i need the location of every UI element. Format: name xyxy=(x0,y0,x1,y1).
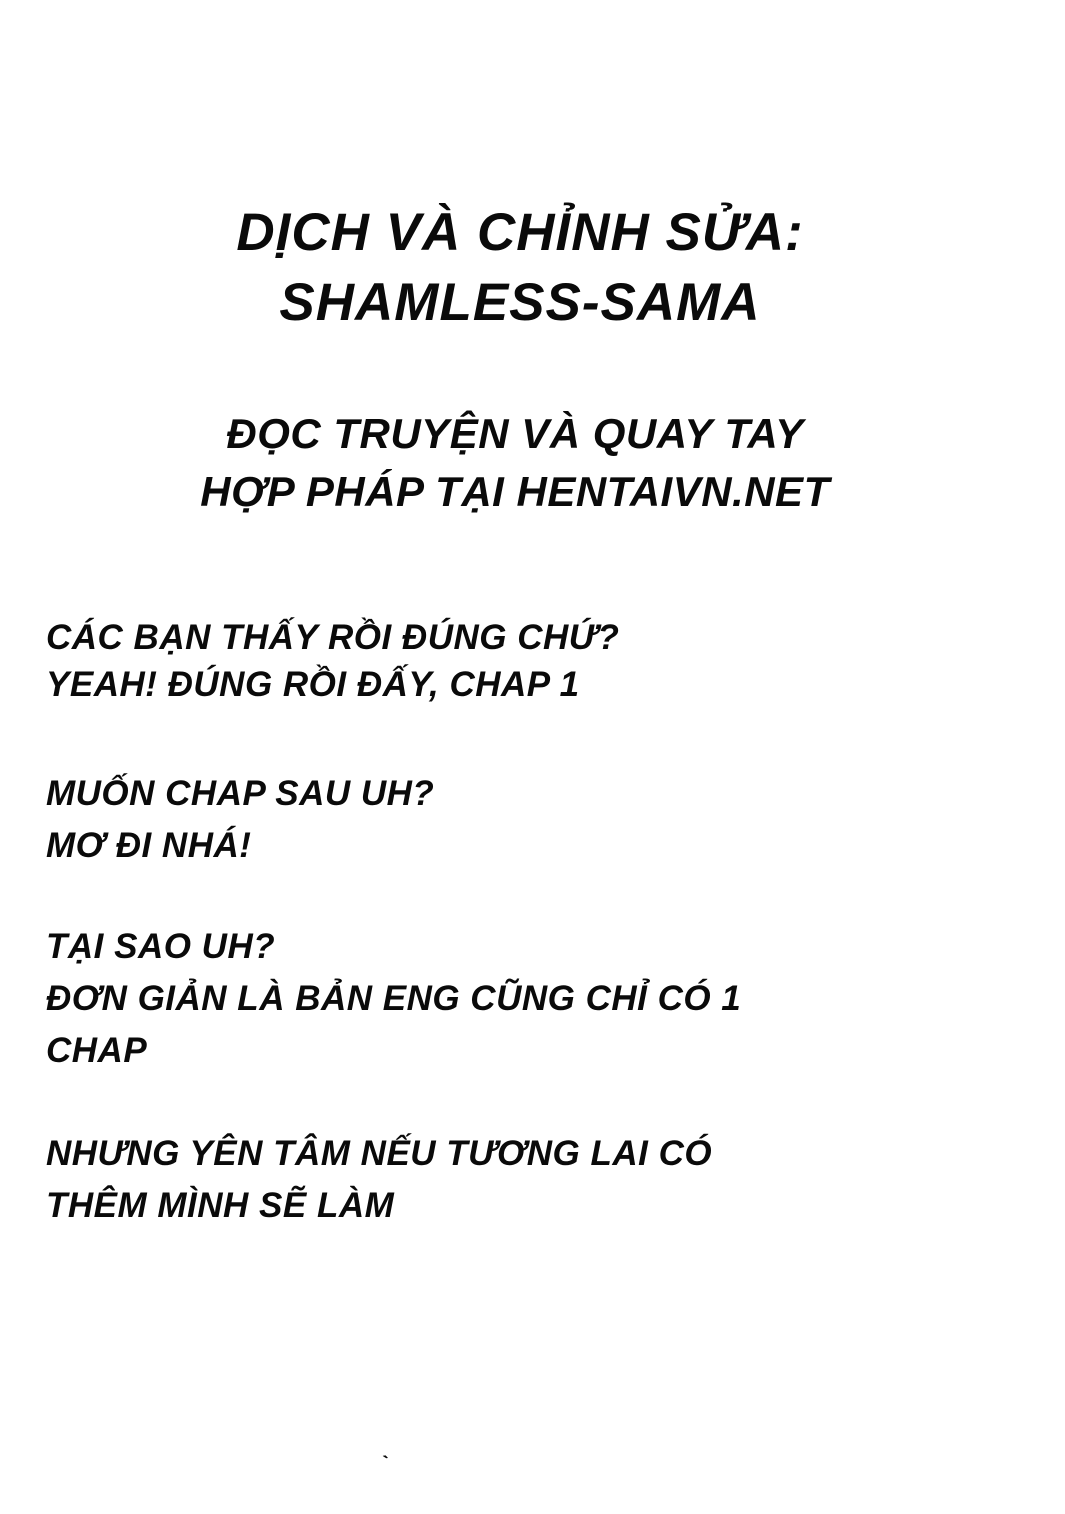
note-line: YEAH! ĐÚNG RỒI ĐẤY, CHAP 1 xyxy=(46,665,580,704)
note-line: CÁC BẠN THẤY RỒI ĐÚNG CHỨ? xyxy=(46,618,620,657)
note-line: CHAP xyxy=(46,1031,148,1070)
note-paragraph-1 xyxy=(46,614,619,708)
note-paragraph-4 xyxy=(46,1128,712,1232)
note-line: TẠI SAO UH? xyxy=(46,927,276,966)
note-paragraph-3 xyxy=(46,921,741,1077)
note-line: MUỐN CHAP SAU UH? xyxy=(46,774,435,813)
note-line: MƠ ĐI NHÁ! xyxy=(46,826,252,865)
note-line: THÊM MÌNH SẼ LÀM xyxy=(46,1186,395,1225)
note-line: ĐƠN GIẢN LÀ BẢN ENG CŨNG CHỈ CÓ 1 xyxy=(46,979,742,1018)
credit-translator-name: SHAMLESS-SAMA xyxy=(279,273,761,332)
promo-block xyxy=(0,405,1030,521)
credit-block xyxy=(0,198,1040,338)
stray-pen-mark: ˎ xyxy=(379,1433,390,1460)
promo-line-1: ĐỌC TRUYỆN VÀ QUAY TAY xyxy=(226,410,804,457)
note-line: NHƯNG YÊN TÂM NẾU TƯƠNG LAI CÓ xyxy=(46,1134,713,1173)
credit-title: DỊCH VÀ CHỈNH SỬA: xyxy=(236,203,804,262)
promo-line-2: HỢP PHÁP TẠI HENTAIVN.NET xyxy=(200,468,830,515)
note-paragraph-2 xyxy=(46,768,434,872)
